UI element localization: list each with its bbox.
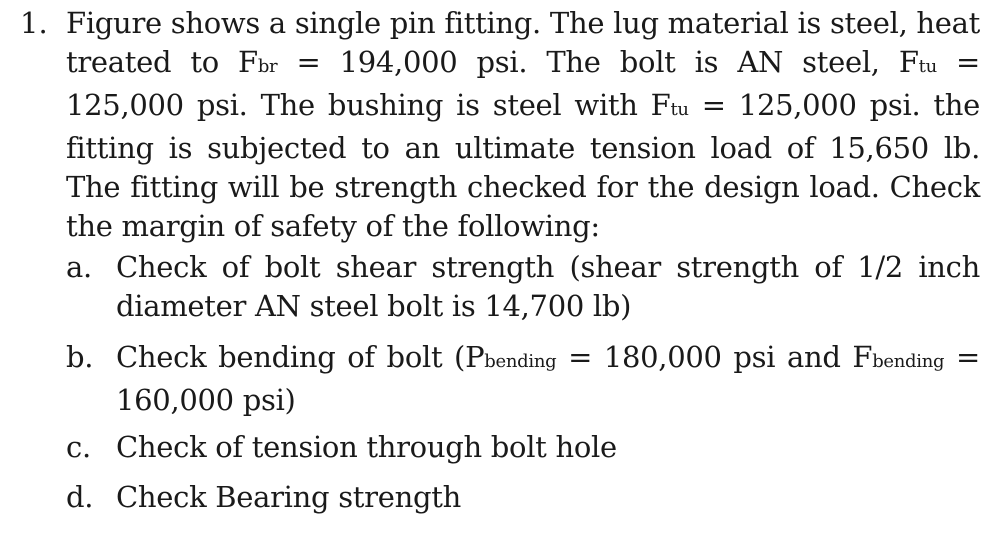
item-label: c.: [66, 430, 91, 464]
intro-text-4: = 125,000 psi. the fitting is subjected to an ultimate tension load of 15,650 lb. The fitting will be strength checked for the design load. Check the margin of safety of the following:: [66, 88, 980, 243]
sub-question-list: [66, 248, 980, 518]
question-intro: [66, 4, 980, 246]
subscript-bending-f: bending: [872, 351, 945, 372]
item-text: Check of bolt shear strength (shear strength of 1/2 inch diameter AN steel bolt is 14,700 lb): [116, 250, 980, 323]
item-text: [116, 338, 980, 420]
item-b-text-2: = 180,000 psi and F: [556, 340, 873, 374]
question-number: 1.: [20, 6, 48, 40]
sub-question-d: [66, 478, 980, 518]
item-label: d.: [66, 480, 94, 514]
subscript-tu-bushing: tu: [670, 99, 689, 120]
item-b-text-3: = 160,000 psi): [116, 340, 980, 417]
sub-question-b: [66, 338, 980, 428]
item-label: a.: [66, 250, 92, 284]
intro-text-3: = 125,000 psi. The bushing is steel with F: [66, 45, 981, 122]
sub-question-c: [66, 428, 980, 478]
item-text: Check of tension through bolt hole: [116, 430, 617, 464]
sub-question-a: [66, 248, 980, 338]
subscript-br: br: [257, 56, 278, 77]
item-text: Check Bearing strength: [116, 480, 461, 514]
subscript-bending-p: bending: [484, 351, 557, 372]
item-b-text-1: Check bending of bolt (P: [116, 340, 485, 374]
item-label: b.: [66, 340, 94, 374]
subscript-tu-bolt: tu: [918, 56, 937, 77]
intro-text-2: = 194,000 psi. The bolt is AN steel, F: [277, 45, 919, 79]
intro-text-1: Figure shows a single pin fitting. The lug material is steel, heat treated to F: [66, 6, 980, 79]
